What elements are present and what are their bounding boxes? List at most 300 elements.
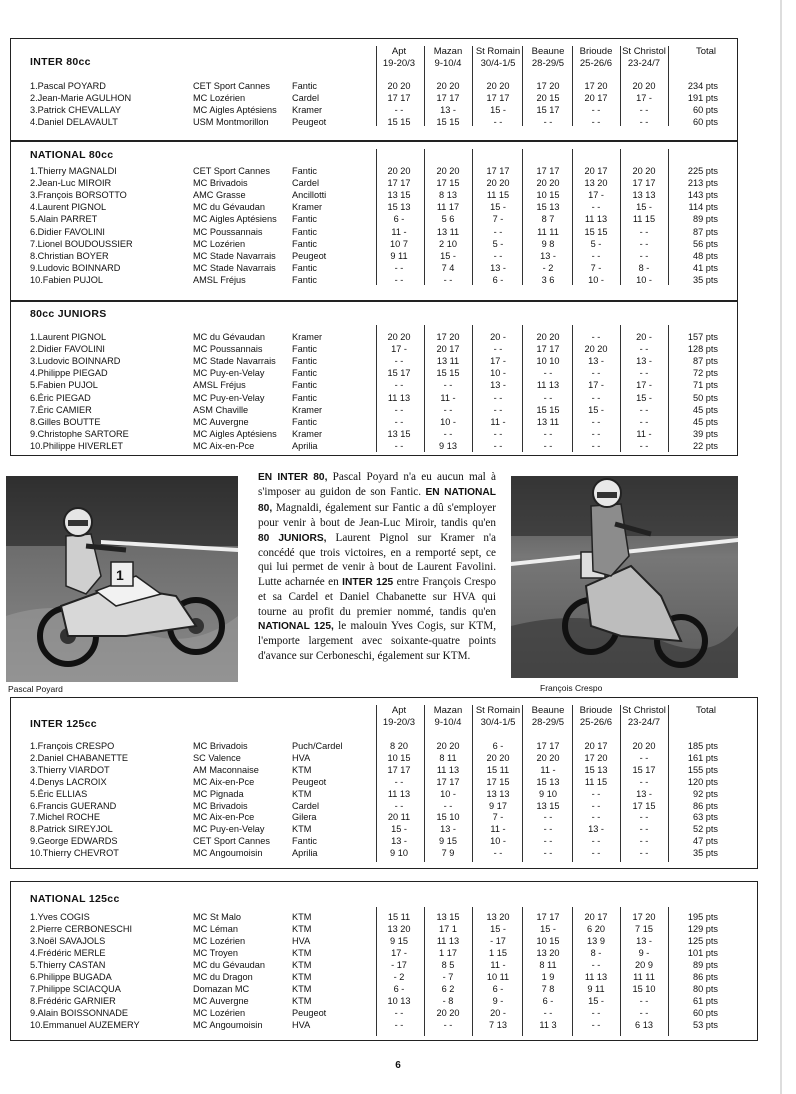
total-points: 41 pts <box>692 262 718 273</box>
race-score: - - <box>591 392 601 403</box>
club-name: MC St Malo <box>193 912 241 922</box>
bike-make: KTM <box>292 788 312 799</box>
total-points: 45 pts <box>692 416 718 427</box>
race-score: - - <box>394 440 404 451</box>
race-score: 15 10 <box>436 812 460 823</box>
race-score: 13 20 <box>584 178 608 189</box>
race-score: 6 - <box>393 214 405 225</box>
race-score: 15 - <box>440 250 456 261</box>
club-name: MC du Gévaudan <box>193 960 266 970</box>
race-score: - - <box>493 392 503 403</box>
rider-name: 9.George EDWARDS <box>30 836 118 847</box>
bike-make: Puch/Cardel <box>292 741 343 751</box>
column-header-venue: St Romain <box>475 46 521 57</box>
section-title: INTER 125cc <box>30 718 97 730</box>
rider-name: 9.Ludovic BOINNARD <box>30 262 121 273</box>
club-name: MC Léman <box>193 924 238 934</box>
column-header-date: 23-24/7 <box>627 58 661 69</box>
race-score: 15 15 <box>387 116 411 127</box>
race-score: 15 17 <box>536 104 560 115</box>
race-score: - - <box>394 416 404 427</box>
race-score: 20 17 <box>584 741 608 751</box>
race-score: - - <box>639 848 649 859</box>
photo-pascal-poyard <box>6 476 238 682</box>
bike-make: Peugeot <box>292 250 327 261</box>
club-name: MC Stade Navarrais <box>193 250 276 261</box>
table-row <box>0 404 796 416</box>
total-points: 45 pts <box>692 404 718 415</box>
bike-make: Ancillotti <box>292 190 327 201</box>
column-header-venue: Brioude <box>579 46 613 57</box>
race-score: - - <box>394 776 404 787</box>
race-score: 17 17 <box>387 764 411 775</box>
race-score: 9 15 <box>439 836 457 847</box>
bike-make: KTM <box>292 972 312 982</box>
club-name: CET Sport Cannes <box>193 81 270 91</box>
race-score: - - <box>639 368 649 379</box>
race-score: 15 - <box>588 996 604 1006</box>
race-score: 13 - <box>440 824 456 835</box>
race-score: - - <box>394 274 404 285</box>
race-score: 17 20 <box>536 81 560 91</box>
club-name: MC Aigles Aptésiens <box>193 104 277 115</box>
race-score: - - <box>493 226 503 237</box>
rider-name: 7.Michel ROCHE <box>30 812 100 823</box>
club-name: MC Puy-en-Velay <box>193 824 265 835</box>
race-score: - - <box>639 440 649 451</box>
race-score: 10 - <box>440 788 456 799</box>
bike-make: KTM <box>292 984 312 994</box>
race-score: 15 17 <box>632 764 656 775</box>
race-score: 13 - <box>636 356 652 367</box>
race-score: - - <box>591 836 601 847</box>
club-name: MC Aigles Aptésiens <box>193 428 277 439</box>
table-row <box>0 201 796 213</box>
column-header-venue: Beaune <box>531 46 565 57</box>
article-bold-3: 80 JUNIORS, <box>258 532 327 544</box>
column-header-venue: Mazan <box>433 46 463 57</box>
column-header-venue: Apt <box>391 705 407 716</box>
race-score: - 17 <box>490 936 506 946</box>
race-score: 17 17 <box>536 344 560 355</box>
race-score: 13 11 <box>436 226 460 237</box>
race-score: 5 - <box>492 238 504 249</box>
club-name: MC Poussannais <box>193 226 263 237</box>
club-name: AM Maconnaise <box>193 764 259 775</box>
column-header-venue: St Christol <box>622 46 666 57</box>
table-row <box>0 165 796 177</box>
rider-name: 1.François CRESPO <box>30 741 115 751</box>
race-score: 17 - <box>636 380 652 391</box>
race-score: - - <box>394 404 404 415</box>
column-header-date: 9-10/4 <box>434 58 462 69</box>
total-points: 39 pts <box>692 428 718 439</box>
race-score: 17 - <box>391 344 407 355</box>
race-score: 11 - <box>440 392 456 403</box>
column-header-date: 28-29/5 <box>531 717 565 728</box>
race-score: 9 8 <box>541 238 555 249</box>
race-score: 15 13 <box>584 764 608 775</box>
rider-name: 8.Patrick SIREYJOL <box>30 824 113 835</box>
club-name: MC Aigles Aptésiens <box>193 214 277 225</box>
race-score: 17 17 <box>486 166 510 176</box>
bike-make: Peugeot <box>292 116 327 127</box>
race-score: 10 15 <box>387 752 411 763</box>
column-header <box>470 46 526 70</box>
bike-make: Aprilia <box>292 848 318 859</box>
race-score: - 7 <box>442 972 454 982</box>
total-points: 101 pts <box>687 948 718 958</box>
rider-name: 9.Alain BOISSONNADE <box>30 1008 129 1018</box>
club-name: MC Puy-en-Velay <box>193 368 265 379</box>
race-score: 11 13 <box>387 392 411 403</box>
svg-text:1: 1 <box>116 567 124 583</box>
race-score: - - <box>543 848 553 859</box>
total-points: 22 pts <box>692 440 718 451</box>
race-score: - - <box>591 1008 601 1018</box>
total-points: 114 pts <box>688 202 718 213</box>
race-score: - - <box>443 1020 453 1030</box>
race-score: - - <box>639 1008 649 1018</box>
race-score: - - <box>394 104 404 115</box>
table-row <box>0 788 796 800</box>
race-score: 2 10 <box>439 238 457 249</box>
race-score: 17 - <box>636 92 652 103</box>
article-text-4: entre François Crespo et sa Cardel et Daniel Chabanette sur HVA qui tourne au profit du premier nommé, tandis qu'en <box>258 575 496 618</box>
race-score: 11 13 <box>387 788 411 799</box>
race-score: 9 10 <box>539 788 557 799</box>
race-score: 17 17 <box>436 776 460 787</box>
race-score: 20 20 <box>584 344 608 355</box>
race-score: 20 20 <box>436 81 460 91</box>
race-score: - - <box>639 416 649 427</box>
race-score: 17 - <box>588 380 604 391</box>
race-score: - - <box>639 776 649 787</box>
race-score: 15 13 <box>536 776 560 787</box>
race-score: 20 20 <box>387 81 411 91</box>
race-score: - - <box>543 368 553 379</box>
race-score: 11 - <box>540 764 556 775</box>
club-name: MC Brivadois <box>193 800 248 811</box>
bike-make: KTM <box>292 912 312 922</box>
bike-make: KTM <box>292 948 312 958</box>
column-header-venue: St Romain <box>475 705 521 716</box>
race-score: - - <box>543 440 553 451</box>
race-score: - 17 <box>391 960 407 970</box>
race-score: 17 17 <box>632 178 656 189</box>
column-header <box>616 705 672 729</box>
race-score: 17 15 <box>486 776 510 787</box>
race-score: 6 - <box>492 984 504 994</box>
race-score: - - <box>591 800 601 811</box>
race-score: 7 - <box>492 214 504 225</box>
race-score: 20 - <box>636 332 652 342</box>
race-score: 8 11 <box>539 960 557 970</box>
bike-make: Fantic <box>292 380 318 391</box>
column-header-date: 19-20/3 <box>382 717 416 728</box>
race-score: 20 20 <box>486 752 510 763</box>
total-points: 60 pts <box>692 104 718 115</box>
rider-name: 1.Laurent PIGNOL <box>30 332 107 342</box>
total-points: 89 pts <box>692 960 718 970</box>
race-score: 17 - <box>588 190 604 201</box>
article-bold-2: EN NATIONAL 80, <box>258 487 496 514</box>
total-points: 213 pts <box>687 178 718 189</box>
race-score: 7 8 <box>541 984 555 994</box>
column-header <box>470 705 526 729</box>
race-score: 20 20 <box>486 81 510 91</box>
race-score: - - <box>394 800 404 811</box>
rider-name: 4.Daniel DELAVAULT <box>30 116 118 127</box>
rider-name: 3.Thierry VIARDOT <box>30 764 110 775</box>
race-score: 11 13 <box>436 764 460 775</box>
column-header-date: 23-24/7 <box>627 717 661 728</box>
race-score: 13 15 <box>387 428 411 439</box>
race-score: - - <box>493 428 503 439</box>
page-number: 6 <box>395 1060 401 1071</box>
race-score: 20 20 <box>436 741 460 751</box>
race-score: 10 15 <box>536 936 560 946</box>
race-score: - - <box>591 960 601 970</box>
table-row <box>0 935 796 947</box>
table-row <box>0 104 796 116</box>
race-score: 15 13 <box>387 202 411 213</box>
bike-make: Fantic <box>292 416 318 427</box>
rider-name: 4.Frédéric MERLE <box>30 948 106 958</box>
rider-name: 8.Christian BOYER <box>30 250 109 261</box>
rider-name: 4.Denys LACROIX <box>30 776 107 787</box>
bike-make: Fantic <box>292 166 318 176</box>
race-score: 15 15 <box>536 404 560 415</box>
race-score: - 2 <box>393 972 405 982</box>
race-score: - - <box>543 116 553 127</box>
race-score: 7 9 <box>441 848 455 859</box>
rider-name: 8.Gilles BOUTTE <box>30 416 101 427</box>
club-name: MC Angoumoisin <box>193 848 263 859</box>
race-score: 17 1 <box>439 924 457 934</box>
club-name: MC Auvergne <box>193 416 249 427</box>
race-score: 11 11 <box>633 972 655 982</box>
race-score: 15 10 <box>632 984 656 994</box>
total-points: 52 pts <box>692 824 718 835</box>
race-score: - - <box>591 368 601 379</box>
total-points: 161 pts <box>687 752 718 763</box>
table-row <box>0 238 796 250</box>
race-score: 9 - <box>492 996 504 1006</box>
race-score: 11 13 <box>436 936 460 946</box>
club-name: CET Sport Cannes <box>193 836 270 847</box>
column-header <box>616 46 672 70</box>
race-score: 13 - <box>490 262 506 273</box>
race-score: - - <box>591 440 601 451</box>
rider-name: 1.Thierry MAGNALDI <box>30 166 117 176</box>
race-score: - - <box>443 274 453 285</box>
total-points: 185 pts <box>687 741 718 751</box>
race-score: 15 15 <box>436 368 460 379</box>
race-score: 20 17 <box>584 912 608 922</box>
race-score: 6 - <box>492 274 504 285</box>
race-score: 11 15 <box>486 190 510 201</box>
race-score: - - <box>639 238 649 249</box>
total-points: 128 pts <box>687 344 718 355</box>
rider-name: 10.Fabien PUJOL <box>30 274 104 285</box>
race-score: 15 - <box>636 392 652 403</box>
race-score: 20 15 <box>536 92 560 103</box>
column-header <box>371 705 427 729</box>
bike-make: HVA <box>292 936 311 946</box>
bike-make: Fantic <box>292 262 318 273</box>
race-score: 20 20 <box>632 81 656 91</box>
table-row <box>0 959 796 971</box>
race-score: 6 2 <box>441 984 455 994</box>
race-score: - - <box>543 836 553 847</box>
race-score: 9 15 <box>390 936 408 946</box>
club-name: MC Stade Navarrais <box>193 262 276 273</box>
column-header-date: 25-26/6 <box>579 58 613 69</box>
table-row <box>0 92 796 104</box>
race-score: 11 - <box>490 416 506 427</box>
race-score: 17 15 <box>632 800 656 811</box>
race-score: 17 17 <box>536 912 560 922</box>
total-points: 195 pts <box>687 912 718 922</box>
race-score: - - <box>639 824 649 835</box>
race-score: 13 - <box>636 788 652 799</box>
race-score: 10 - <box>440 416 456 427</box>
table-row <box>0 1007 796 1019</box>
column-header-date: 25-26/6 <box>579 717 613 728</box>
race-score: 20 20 <box>486 178 510 189</box>
column-header-venue: Beaune <box>531 705 565 716</box>
race-score: 13 11 <box>436 356 460 367</box>
race-score: 13 15 <box>387 190 411 201</box>
column-header-venue: Apt <box>391 46 407 57</box>
race-score: 17 17 <box>536 741 560 751</box>
race-score: 15 - <box>490 104 506 115</box>
race-score: - - <box>443 404 453 415</box>
bike-make: Cardel <box>292 178 320 189</box>
rider-name: 2.Didier FAVOLINI <box>30 344 105 355</box>
race-score: - - <box>591 332 601 342</box>
bike-make: Kramer <box>292 202 323 213</box>
total-points: 225 pts <box>687 166 718 176</box>
bike-make: KTM <box>292 924 312 934</box>
race-score: - - <box>639 226 649 237</box>
race-score: 7 - <box>492 812 504 823</box>
table-row <box>0 440 796 452</box>
race-score: 13 - <box>588 356 604 367</box>
race-score: 13 13 <box>632 190 656 201</box>
total-points: 35 pts <box>692 274 718 285</box>
race-score: 17 20 <box>584 81 608 91</box>
total-points: 87 pts <box>692 356 718 367</box>
race-score: - - <box>591 428 601 439</box>
race-score: - - <box>443 428 453 439</box>
club-name: MC Angoumoisin <box>193 1020 263 1030</box>
table-row <box>0 213 796 225</box>
race-score: - - <box>591 202 601 213</box>
total-points: 120 pts <box>687 776 718 787</box>
total-points: 86 pts <box>692 972 718 982</box>
table-row <box>0 331 796 343</box>
total-points: 129 pts <box>687 924 718 934</box>
race-score: 20 - <box>490 332 506 342</box>
total-points: 53 pts <box>692 1020 718 1030</box>
race-score: - - <box>639 996 649 1006</box>
rider-name: 7.Éric CAMIER <box>30 404 92 415</box>
race-score: 20 20 <box>632 741 656 751</box>
bike-make: Kramer <box>292 104 323 115</box>
rider-name: 1.Yves COGIS <box>30 912 90 922</box>
total-points: 80 pts <box>692 984 718 994</box>
race-score: - - <box>591 812 601 823</box>
race-score: - - <box>639 836 649 847</box>
race-score: 1 9 <box>541 972 555 982</box>
race-score: 20 20 <box>387 332 411 342</box>
race-score: - - <box>591 116 601 127</box>
table-row <box>0 428 796 440</box>
race-score: 13 11 <box>536 416 560 427</box>
race-score: 10 7 <box>390 238 408 249</box>
race-score: - - <box>493 848 503 859</box>
race-score: - - <box>591 1020 601 1030</box>
race-score: 11 - <box>636 428 652 439</box>
club-name: MC Brivadois <box>193 178 248 189</box>
race-score: 11 - <box>490 824 506 835</box>
race-score: 20 20 <box>387 166 411 176</box>
race-score: - - <box>394 380 404 391</box>
article-bold-5: NATIONAL 125, <box>258 621 334 633</box>
race-score: 11 - <box>391 226 407 237</box>
race-score: - - <box>394 356 404 367</box>
bike-make: Fantic <box>292 214 318 225</box>
race-score: 17 20 <box>632 912 656 922</box>
race-score: 17 17 <box>486 92 510 103</box>
club-name: MC du Gévaudan <box>193 332 266 342</box>
table-row <box>0 367 796 379</box>
race-score: - - <box>493 344 503 355</box>
caption-pascal-poyard: Pascal Poyard <box>8 684 63 694</box>
rider-name: 10.Thierry CHEVROT <box>30 848 119 859</box>
table-row <box>0 764 796 776</box>
race-score: 1 17 <box>439 948 457 958</box>
race-score: 15 - <box>391 824 407 835</box>
rider-name: 1.Pascal POYARD <box>30 81 106 91</box>
table-row <box>0 1019 796 1031</box>
total-points: 47 pts <box>692 836 718 847</box>
race-score: 20 17 <box>584 92 608 103</box>
club-name: MC Lozérien <box>193 92 246 103</box>
race-score: 8 11 <box>439 752 457 763</box>
race-score: 13 20 <box>486 912 510 922</box>
rider-name: 5.Thierry CASTAN <box>30 960 106 970</box>
race-score: 9 11 <box>587 984 605 994</box>
rider-name: 5.Fabien PUJOL <box>30 380 98 391</box>
bike-make: Fantic <box>292 344 318 355</box>
column-header <box>420 46 476 70</box>
total-points: 157 pts <box>687 332 718 342</box>
race-score: - - <box>591 250 601 261</box>
table-row <box>0 177 796 189</box>
rider-name: 6.Philippe BUGADA <box>30 972 112 982</box>
total-points: 86 pts <box>692 800 718 811</box>
race-score: 17 20 <box>436 332 460 342</box>
race-score: - - <box>543 428 553 439</box>
race-score: - 8 <box>442 996 454 1006</box>
article-bold-1: EN INTER 80, <box>258 472 328 483</box>
race-score: 11 11 <box>537 226 559 237</box>
rider-name: 2.Jean-Marie AGULHON <box>30 92 132 103</box>
rider-name: 6.Éric PIEGAD <box>30 392 91 403</box>
